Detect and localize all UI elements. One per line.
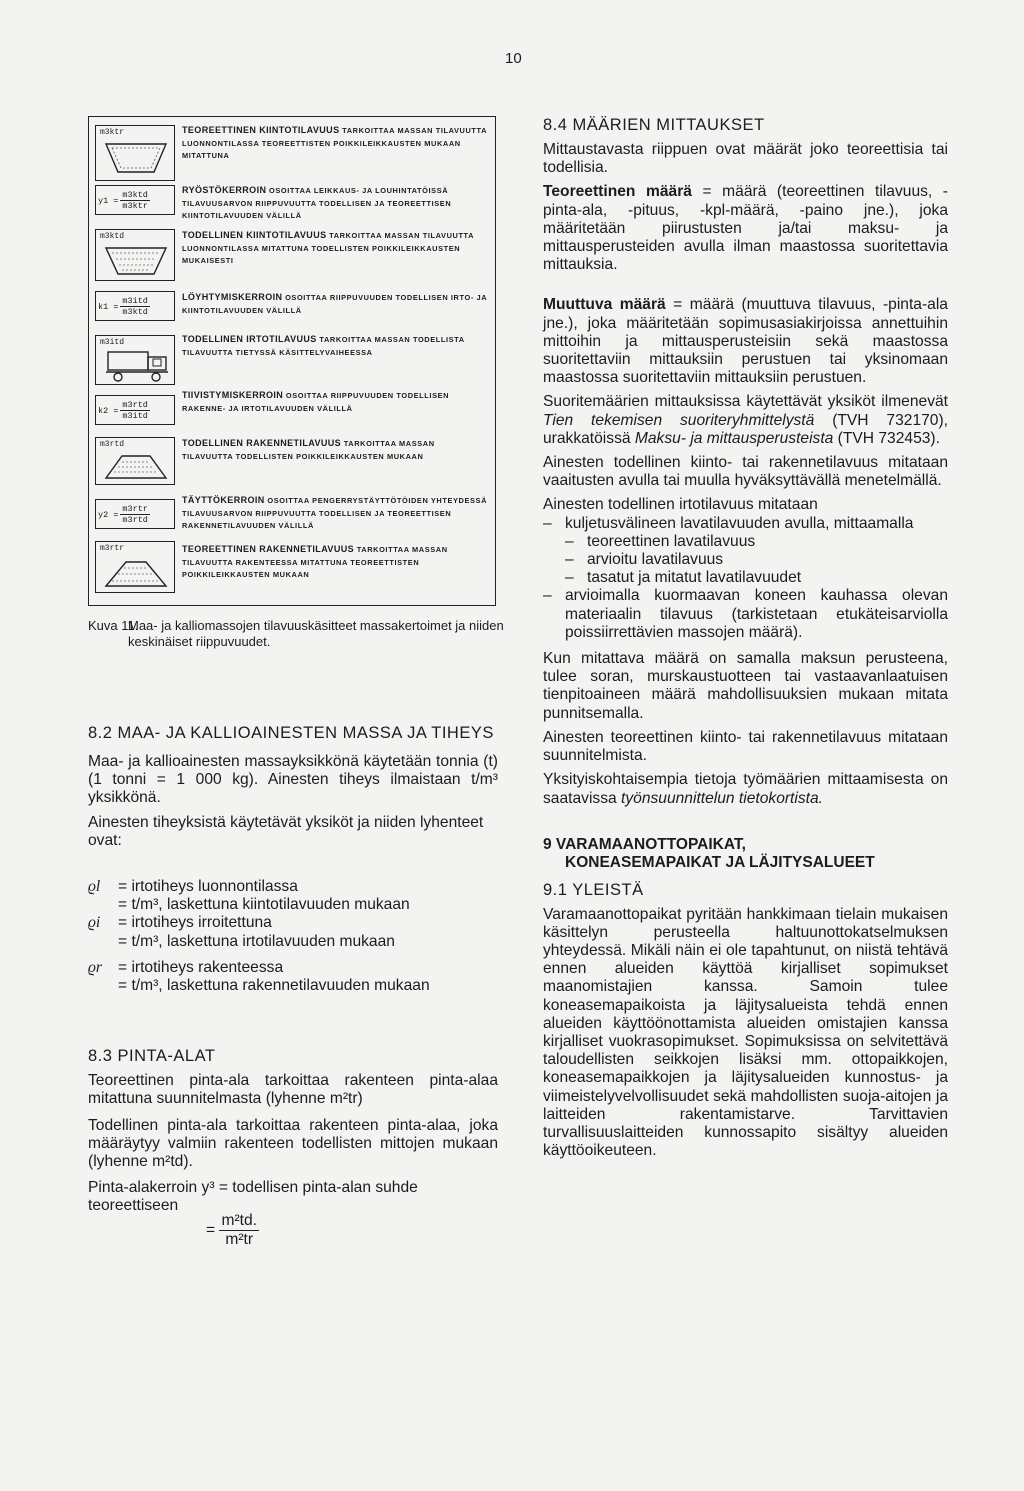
list-item-text: kuljetusvälineen lavatilavuuden avulla, mittaamalla [565, 514, 914, 532]
row-title: TIIVISTYMISKERROIN [182, 390, 284, 400]
row-title: TEOREETTINEN KIINTOTILAVUUS [182, 125, 340, 135]
row-title: TODELLINEN KIINTOTILAVUUS [182, 230, 327, 240]
definition-line: = irtotiheys rakenteessa [118, 958, 284, 976]
paragraph [543, 183, 948, 274]
paragraph [543, 771, 948, 807]
text: (TVH 732170), urakkatöissä [543, 411, 948, 447]
paragraph [543, 393, 948, 448]
paragraph: Ainesten tiheyksistä käytetävät yksiköt ja niiden lyhenteet ovat: [88, 813, 484, 849]
right-column [543, 116, 948, 1160]
caption-text: Maa- ja kalliomassojen tilavuuskäsitteet massakertoimet ja niiden keskinäiset riippuvuudet. [128, 618, 504, 649]
heading-line: 9 VARAMAANOTTOPAIKAT, [543, 835, 746, 853]
publication-title: työnsuunnittelun tietokortista. [621, 789, 823, 807]
list-item [543, 587, 948, 642]
density-symbol: ϱr [88, 958, 102, 976]
ratio-frame [95, 499, 175, 529]
definition-text: = määrä (teoreettinen tilavuus, -pinta-ala, -pituus, -kpl-määrä, -paino jne.), joka määritetään piirustusten ja/tai maksu- ja mittausperusteiden avulla ilman maastossa suoritettavia mittauksia. [543, 183, 948, 274]
density-symbol: ϱi [88, 914, 101, 932]
row-text: OSOITTAA RIIPPUVUUDEN TODELLISEN IRTO- JA KIINTOTILAVUUDEN VÄLILLÄ [182, 293, 487, 315]
paragraph [543, 296, 948, 387]
paragraph: Ainesten todellinen kiinto- tai rakennetilavuus mitataan vaaitusten avulla tai muulla hyväksyttävällä menetelmällä. [543, 454, 948, 490]
embankment-profile-icon [104, 450, 168, 482]
ratio-formula [98, 400, 150, 421]
section-8-4-heading: 8.4 MÄÄRIEN MITTAUKSET [543, 116, 765, 134]
row-text: TARKOITTAA MASSAN TILAVUUTTA TODELLISTEN POIKKILEIKKAUSTEN MUKAAN [182, 439, 435, 461]
publication-title: Maksu- ja mittausperusteista [634, 429, 834, 447]
list-item-text: arvioitu lavatilavuus [587, 551, 724, 569]
definition-text: = määrä (muuttuva tilavuus, -pinta-ala jne.), joka määritetään sopimusasiakirjoissa annettuihin mittoihin ja mittausperusteisiin sekä maastossa suoritettaviin mittauksiin perustuen tai yksinomaan maastossa suoritettaviin mittauksiin perustuen. [543, 296, 948, 387]
definition-line: = irtotiheys luonnontilassa [118, 878, 298, 896]
formula-fraction [219, 1212, 259, 1249]
list-item-text: tasatut ja mitatut lavatilavuudet [587, 569, 802, 587]
excavation-profile-icon [104, 140, 168, 176]
ratio-formula [98, 296, 150, 317]
text: Yksityiskohtaisempia tietoja työmäärien mittaamisesta on saatavissa [543, 771, 948, 807]
ratio-denominator: m3ktr [122, 201, 148, 211]
term: Muuttuva määrä [543, 296, 666, 314]
paragraph: Ainesten teoreettinen kiinto- tai rakennetilavuus mitataan suunnitelmista. [543, 728, 948, 765]
row-description [182, 389, 488, 415]
ratio-numerator: m3rtd [122, 400, 148, 410]
heading-line: KONEASEMAPAIKAT JA LÄJITYSALUEET [565, 854, 875, 872]
excavation-profile-icon [104, 244, 168, 278]
definition-line: = t/m³, laskettuna rakennetilavuuden mukaan [118, 977, 430, 995]
ratio-variable: k2 = [98, 405, 119, 416]
row-title: RYÖSTÖKERROIN [182, 185, 267, 195]
symbol-label: m3ktd [100, 232, 125, 241]
formula-numerator: m²td. [219, 1212, 259, 1231]
volume-concepts-figure [88, 116, 496, 606]
paragraph: Pinta-alakerroin y³ = todellisen pinta-alan suhde teoreettiseen [88, 1179, 418, 1215]
truck-icon [104, 348, 170, 384]
measurement-list [543, 515, 948, 642]
list-item [543, 569, 948, 587]
dash: – [565, 551, 574, 569]
ratio-denominator: m3ktd [122, 307, 148, 317]
area-coefficient-formula [88, 1212, 498, 1249]
ratio-frame [95, 291, 175, 321]
caption-label: Kuva 11. [88, 618, 139, 633]
symbol-label: m3rtr [100, 544, 125, 553]
row-description [182, 543, 488, 582]
row-title: TODELLINEN RAKENNETILAVUUS [182, 438, 342, 448]
row-description [182, 437, 488, 463]
definition-line: = irtotiheys irroitettuna [118, 914, 272, 932]
formula-denominator: m²tr [225, 1230, 254, 1248]
row-text: TARKOITTAA MASSAN TILAVUUTTA LUONNONTILASSA MITATTUNA TODELLISTEN POIKKILEIKKAUSTEN MUKAISESTI [182, 231, 474, 265]
row-description [182, 494, 488, 533]
ratio-frame [95, 395, 175, 425]
symbol-label: m3ktr [100, 128, 125, 137]
ratio-numerator: m3ktd [122, 190, 148, 200]
dash: – [543, 587, 552, 605]
dash: – [565, 532, 574, 550]
density-definition [88, 878, 498, 914]
list-item [543, 515, 948, 533]
figure-caption [88, 618, 508, 650]
paragraph: Mittaustavasta riippuen ovat määrät joko teoreettisia tai todellisia. [543, 141, 948, 177]
ratio-numerator: m3itd [122, 296, 148, 306]
paragraph: Ainesten todellinen irtotilavuus mitataan [543, 496, 818, 514]
definition-line: = t/m³, laskettuna kiintotilavuuden mukaan [118, 896, 410, 914]
ratio-denominator: m3rtd [122, 515, 148, 525]
row-description [182, 184, 488, 223]
list-item-text: arvioimalla kuormaavan koneen kauhassa olevan materiaalin tilavuus (tarkistetaan etukäteisarviolla poissiirrettävien massojen määrä). [565, 587, 948, 641]
density-definition [88, 914, 498, 950]
paragraph: Kun mitattava määrä on samalla maksun perusteena, tulee soran, murskaustuotteen tai vastaavanlaatuisen tienpitoaineen määrä mahdollisuuksien mukaan mitata punnitsemalla. [543, 650, 948, 722]
ratio-variable: k1 = [98, 301, 119, 312]
actual-fill-volume-symbol [95, 437, 175, 485]
list-item-text: teoreettinen lavatilavuus [587, 532, 756, 550]
list-item [543, 533, 948, 551]
row-text: OSOITTAA PENGERRYSTÄYTTÖTÖIDEN YHTEYDESSÄ TILAVUUSARVON RIIPPUVUUTTA TODELLISEN JA TEOREETTISEN RAKENNETILAVUUDEN VÄLILLÄ [182, 496, 488, 530]
theoretical-fill-volume-symbol [95, 541, 175, 593]
row-text: OSOITTAA RIIPPUVUUDEN TODELLISEN RAKENNE- JA IRTOTILAVUUDEN VÄLILLÄ [182, 391, 450, 413]
left-column [88, 724, 498, 1249]
paragraph: Varamaanottopaikat pyritään hankkimaan tielain mukaisen käsittelyn perusteella haltuunottokatselmuksen yhteydessä. Mikäli näin ei ole tapahtunut, on niistä tehtävä ennen alueiden käyttöä kirjalliset sopimukset maanomistajien kanssa. Samoin tulee koneasemapaikoista ja läjitysalueista tehdä ennen alueiden käyttöönottamista alueiden omistajien kanssa kirjalliset vuokrasopimukset. Sopimuksissa on selvitettävä taloudellisten seikkojen lisäksi mm. ottopaikkojen, koneasemapaikkojen ja läjitysalueiden kunnostus- ja viimeistelyvelvollisuudet sekä mahdollisten suoja-aitojen ja laitteiden rakentamistarve. Tarvittavien turvallisuuslaitteiden kunnossapito sisältyy alueiden käyttöoikeuteen. [543, 905, 948, 1160]
list-item [543, 551, 948, 569]
row-description [182, 333, 488, 359]
density-definition [88, 959, 498, 995]
theoretical-solid-volume-symbol [95, 125, 175, 181]
dash: – [543, 514, 552, 532]
text: Suoritemäärien mittauksissa käytettävät yksiköt ilmenevät [543, 393, 948, 411]
row-title: TODELLINEN IRTOTILAVUUS [182, 334, 317, 344]
row-title: TEOREETTINEN RAKENNETILAVUUS [182, 544, 355, 554]
formula-equals: = [206, 1221, 216, 1239]
text: (TVH 732453). [833, 429, 940, 447]
section-8-3-heading: 8.3 PINTA-ALAT [88, 1047, 216, 1066]
row-text: TARKOITTAA MASSAN TODELLISTA TILAVUUTTA TIETYSSÄ KÄSITTELYVAIHEESSA [182, 335, 465, 357]
loose-volume-symbol [95, 335, 175, 385]
page-number: 10 [505, 50, 522, 67]
publication-title: Tien tekemisen suoriteryhmittelystä [543, 411, 815, 429]
row-title: LÖYHTYMISKERROIN [182, 292, 283, 302]
row-description [182, 291, 488, 317]
paragraph: Maa- ja kallioainesten massayksikkönä käytetään tonnia (t) (1 tonni = 1 000 kg). Ainesten tiheys ilmaistaan t/m³ yksikkönä. [88, 753, 498, 807]
ratio-numerator: m3rtr [122, 504, 148, 514]
ratio-formula [98, 504, 150, 525]
definition-line: = t/m³, laskettuna irtotilavuuden mukaan [118, 932, 395, 950]
ratio-frame [95, 185, 175, 215]
ratio-variable: y2 = [98, 509, 119, 520]
row-description [182, 229, 488, 268]
density-definitions [88, 878, 498, 995]
section-8-2-heading: 8.2 MAA- JA KALLIOAINESTEN MASSA JA TIHEYS [88, 724, 494, 742]
symbol-label: m3rtd [100, 440, 125, 449]
row-description [182, 124, 488, 163]
row-text: TARKOITTAA MASSAN TILAVUUTTA LUONNONTILASSA TEOREETTISTEN POIKKILEIKKAUSTEN MUKAAN MITATTUNA [182, 126, 487, 160]
paragraph: Teoreettinen pinta-ala tarkoittaa rakenteen pinta-alaa mitattuna suunnitelmasta (lyhenne m²tr) [88, 1072, 498, 1108]
density-symbol: ϱl [88, 878, 101, 896]
dash: – [565, 569, 574, 587]
row-text: TARKOITTAA MASSAN TILAVUUTTA RAKENTEESSA MITATTUNA TEOREETTISTEN POIKKILEIKKAUSTEN MUKAAN [182, 545, 448, 579]
section-9-heading [543, 836, 948, 873]
term: Teoreettinen määrä [543, 183, 692, 201]
ratio-variable: y1 = [98, 195, 119, 206]
symbol-label: m3itd [100, 338, 125, 347]
ratio-formula [98, 190, 150, 211]
embankment-profile-icon [104, 556, 168, 590]
ratio-denominator: m3itd [122, 411, 148, 421]
section-9-1-heading: 9.1 YLEISTÄ [543, 880, 644, 899]
row-text: OSOITTAA LEIKKAUS- JA LOUHINTATÖISSÄ TILAVUUSARVON RIIPPUVUUTTA TODELLISEN JA TEOREETTISEN KIINTOTILAVUUDEN VÄLILLÄ [182, 186, 452, 220]
paragraph: Todellinen pinta-ala tarkoittaa rakenteen pinta-alaa, joka määräytyy valmiin rakenteen todellisten mittojen mukaan (lyhenne m²td). [88, 1116, 498, 1171]
actual-solid-volume-symbol [95, 229, 175, 281]
row-title: TÄYTTÖKERROIN [182, 495, 265, 505]
